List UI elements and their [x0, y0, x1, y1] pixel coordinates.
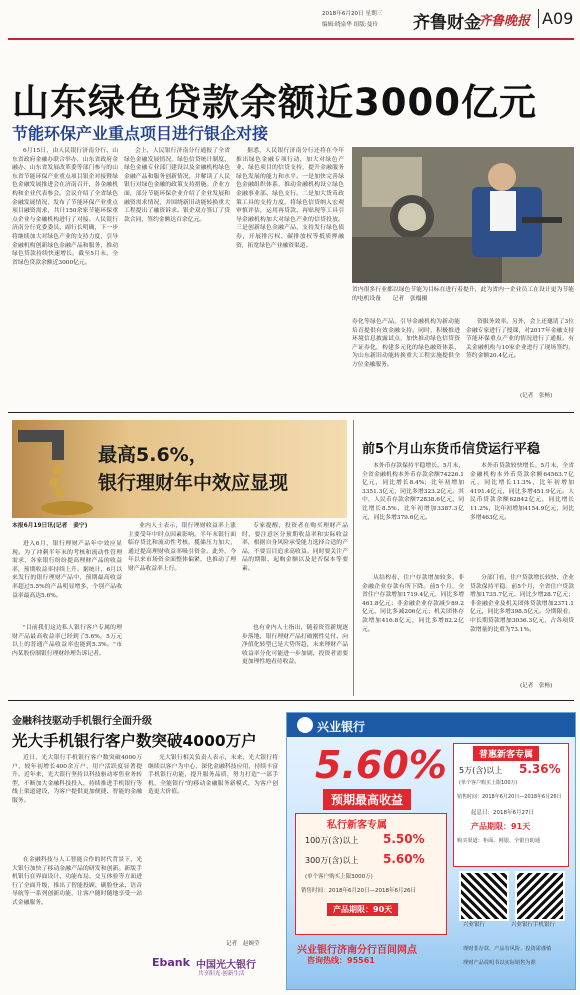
- ad-tier-1-amount: 100万(含)以上: [305, 836, 359, 845]
- ceb-logo-text: 中国光大银行: [196, 960, 256, 971]
- engineer-at-desk-illustration: [352, 147, 574, 283]
- ad-tier-1-rate: 5.50%: [383, 832, 425, 846]
- middle-divider: [8, 700, 574, 701]
- lead-photo-caption: 省内很多行业都以绿色节能为目标在进行着提升，此为省内一企业员工在设计更为节能的电机设备 记者 张榻摄: [352, 287, 574, 302]
- ad-footer: 理财产品说明书以实际销售为准: [463, 960, 536, 966]
- credit-body-1: 本外币存款保持平稳增长。5月末，全省金融机构本外币存款余额74226.1亿元，同比增长8.4%；比年初增加3351.3亿元，同比多增323.2亿元。其中，人民币存款余额72838.6亿元，同比增长8.5%，比年初增加3387.3亿元，同比多增379.6亿元。: [362, 463, 464, 521]
- wealth-body-5: 也有业内人士指出，随着资管新规逐步落地，银行理财产品打破刚性兑付、向净值化转型已是大势所趋，未来理财产品收益率分化可能进一步加剧，投资者需要更加理性地看待收益。: [242, 625, 348, 666]
- ad-card-title: 普惠新客专属: [473, 746, 539, 761]
- wealth-headline-2: 银行理财年中效应显现: [98, 472, 289, 494]
- ad-hotline: 咨询热线：95561: [307, 956, 375, 965]
- lead-byline: (记者 张畅): [520, 393, 553, 399]
- lead-body-3: 据悉，人民银行济南分行还将在今年推出绿色金融专项行动，加大对绿色产业、绿色项目的信贷支持，提升金融服务绿色发展的能力和水平。一是加快完善绿色金融组织体系，推动金融机构设立绿色金融事业部、绿色支行。二是加大货币政策工具的支持力度，将绿色信贷纳入宏观审慎评估，运用再贷款、再贴现等工具引导金融机构加大对绿色产业的信贷投放。三是创新绿色金融产品，支持发行绿色债券，开展排污权、碳排放权等抵质押融资，拓宽绿色产业融资渠道。: [236, 148, 344, 249]
- editors-line: 编辑:晓泉华 组版:曼玲: [322, 22, 378, 28]
- ad-bank-name: 兴业银行: [317, 720, 366, 734]
- ceb-kicker: 金融科技驱动手机银行全面升级: [12, 716, 152, 727]
- ad-card-period: 销售时间：2018年6月20日—2018年6月26日: [457, 794, 562, 800]
- ad-bottom-banner: 兴业银行济南分行百间网点: [297, 945, 417, 956]
- ad-private-term: 产品期限：90天: [327, 903, 398, 916]
- ad-risk: 理财非存款、产品有风险、投资需谨慎: [463, 946, 552, 952]
- masthead-rule: [8, 38, 574, 40]
- lead-photo: [352, 147, 574, 283]
- section-title: 齐鲁财金: [413, 13, 481, 33]
- credit-body-4: 分部门看，住户贷款增长较快，企业贷款保持平稳。前5个月，全省住户贷款增加1735.7亿元，同比少增28.7亿元；非金融企业及机关团体贷款增加2371.1亿元，同比多增398.5亿元。分期限看，中长期贷款增加3036.3亿元，占各项贷款增量的比重为73.1%。: [470, 575, 574, 633]
- credit-headline: 前5个月山东货币信贷运行平稳: [362, 442, 541, 457]
- ad-big-rate: 5.60%: [315, 743, 447, 787]
- ceb-body-2: 在金融科技与人工智能合作的时代背景下，光大银行加快了移动金融产品的研发和创新。新版手机银行在界面设计、功能布局、交互体验等方面进行了全面升级，推出了智能投顾、刷脸登录、语音导航等一系列创新功能，让客户随时随地享受一站式金融服务。: [12, 857, 142, 906]
- ad-tier-2-rate: 5.60%: [383, 852, 425, 866]
- ad-card-rate: 5.36%: [519, 762, 561, 776]
- lead-headline: 山东绿色贷款余额近3000亿元: [12, 81, 537, 124]
- ad-card-term: 产品期限：91天: [471, 822, 531, 831]
- ad-private-title: 私行新客专属: [327, 820, 387, 831]
- date-line: 2018年6月20日 星期三: [322, 11, 383, 17]
- ceb-logo-sub: Ebank: [152, 956, 190, 969]
- ad-promo-title: 预期最高收益: [323, 789, 411, 810]
- credit-vertical-rule: [353, 420, 354, 696]
- ceb-body-1: 近日，光大银行手机银行客户数突破4000万户，较年初增长400余万户，用户活跃度显著提升。近年来，光大银行坚持以科技驱动零售业务转型，不断加大金融科技投入，持续推进手机银行等线上渠道建设，为客户提供更加便捷、智能的金融服务。: [12, 755, 142, 804]
- ceb-headline: 光大手机银行客户数突破4000万户: [12, 732, 257, 750]
- lead-subhead: 节能环保产业重点项目进行银企对接: [12, 124, 269, 143]
- wealth-byline: 本报6月19日讯(记者 姜宁): [12, 523, 88, 529]
- qr-label-left: 兴业银行: [463, 922, 486, 928]
- lead-body-4: 券化等绿色产品，引导金融机构为新动能培育提供有效金融支持。同时，积极推进环境信息披露试点，加快推动绿色信贷资产证券化，构建多元化的绿色融资体系，为山东新旧动能转换重大工程实施提供全方位金融服务。: [352, 319, 460, 368]
- ad-card-date: 起息日：2018年6月27日: [471, 810, 534, 816]
- qr-label-right: 兴业银行手机银行: [511, 922, 556, 928]
- ad-tier-note: (单个客户购买上限3000万): [305, 874, 373, 880]
- credit-body-3: 本外币贷款较快增长。5月末，全省金融机构本外币贷款余额64563.7亿元，同比增长11.3%，比年初增加4191.4亿元，同比多增451.9亿元。人民币贷款余额62842亿元，同比增长11.2%，比年初增加4154.9亿元，同比多增463亿元。: [470, 463, 574, 521]
- wealth-body-3: 业内人士表示，银行理财收益率上涨主要受年中时点因素影响。半年末银行面临存贷比和流动性考核，揽储压力加大，通过提高理财收益率吸引资金。此外，今年以来市场资金面整体偏紧，也推动了理财产品收益率上行。: [128, 523, 236, 572]
- wealth-body-4: 专家提醒，投资者在购买理财产品时，要注意区分预期收益率和实际收益率，根据自身风险承受能力选择合适的产品，不要盲目追求高收益。同时要关注产品的期限、起购金额以及是否保本等要素。: [242, 523, 348, 572]
- ceb-byline: 记者 赵婉莹: [226, 941, 260, 947]
- ad-sale-period: 销售时间：2018年6月20日—2018年6月26日: [301, 888, 416, 894]
- wealth-body-1: 进入6月，银行理财产品年中效应显现。为了冲刺半年末的考核和流动性管理需求，各家银行纷纷提高理财产品的收益率，预期收益率持续上升。据统计，6月以来发行的银行理财产品中，预期最高收益率超过5.5%的产品明显增多，个别产品收益率最高达5.6%。: [12, 541, 122, 599]
- page-number: A09: [538, 9, 573, 28]
- lead-divider: [8, 412, 574, 413]
- lead-body-2: 会上，人民银行济南分行通报了全省绿色金融发展情况，绿色信贷统计制度、绿色金融专业部门建设以及金融机构绿色金融产品和服务创新情况，并解读了人民银行对绿色金融的政策支持措施。企业方面，部分节能环保企业介绍了企业发展和融资需求情况，并围绕新旧动能转换重大工程提出了融资诉求。银企双方签订了贷款合同，签约金额达百余亿元。: [124, 148, 230, 223]
- ad-tier-2-amount: 300万(含)以上: [305, 856, 359, 865]
- lead-body-1: 6月15日，由人民银行济南分行、山东省政府金融办联合举办，山东省政府金融办、山东省发展改革委等部门参与的山东省节能环保产业重点项目银企对接暨绿色金融发展推进会在济南召开，各金融机构和企业代表参会。会议介绍了全省绿色金融发展情况，发布了节能环保产业重点项目融资需求，共计150余家节能环保重点企业与金融机构进行了对接。人民银行济南分行党委委员、副行长明确，下一步将继续加大对绿色产业的支持力度，引导金融机构创新绿色金融产品和服务，推动绿色贷款持续快速增长。截至5月末，全省绿色贷款余额近3000亿元。: [12, 148, 118, 266]
- lead-body-5: 资服务效率。另外，会上还邀请了3位金融专家进行了授课，对2017年金融支持节能环保重点产业的情况进行了通报，有关金融机构与10家企业进行了现场签约，签约金额20.4亿元。: [466, 319, 574, 360]
- credit-body-2: 从结构看，住户存款增加较多，非金融企业存款有所下降。前5个月，全省住户存款增加1719.4亿元，同比多增461.8亿元；非金融企业存款减少89.2亿元，同比多减206亿元；机关团体存款增加416.8亿元，同比多增82.2亿元。: [362, 575, 464, 633]
- wealth-body-2: "目前我们这边私人银行客户专属的理财产品最高收益率已经到了5.6%，5万元以上的普通产品收益率也能到5.3%。"市内某股份制银行理财经理告诉记者。: [12, 625, 122, 657]
- qr-code-right: [515, 871, 565, 921]
- ad-channels: 购买渠道：柜面、网银、全银自助通: [457, 838, 541, 844]
- cib-logo-icon: [297, 717, 313, 733]
- credit-byline: (记者 张畅): [520, 683, 553, 689]
- ceb-body-3: 光大银行相关负责人表示，未来，光大银行将继续以客户为中心，深化金融科技应用，持续丰富手机银行功能，提升服务品质，努力打造"一部手机，全能银行"的移动金融服务新模式，为客户创造更大价值。: [148, 755, 278, 796]
- ceb-slogan: 共享阳光·创新生活: [198, 971, 245, 977]
- ad-card-note: (单个客户购买上限100万): [459, 780, 518, 786]
- paper-logo: 齐鲁晚报: [478, 14, 531, 29]
- wealth-headline-1: 最高5.6%，: [98, 444, 208, 466]
- qr-code-left: [459, 871, 509, 921]
- ad-card-amount: 5万(含)以上: [459, 766, 503, 775]
- cib-ad: [286, 712, 576, 990]
